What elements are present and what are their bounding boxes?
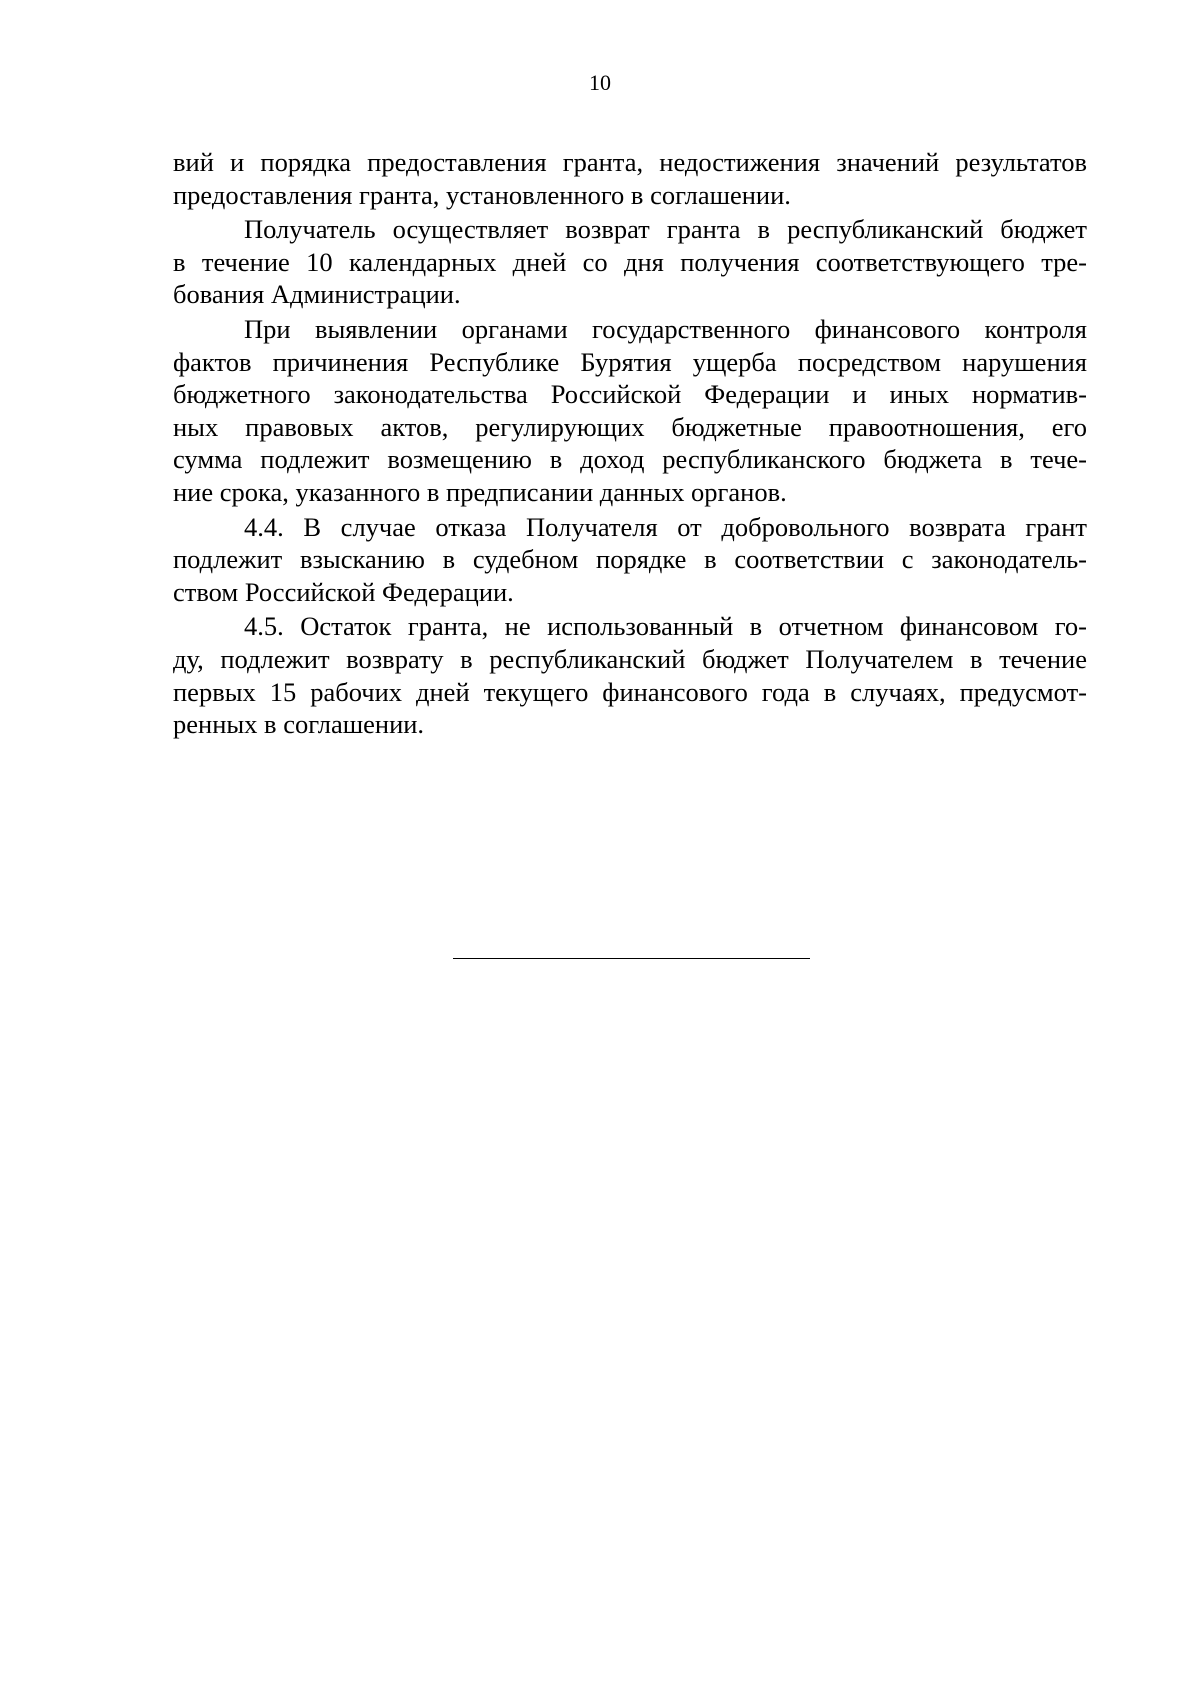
text-line: ду, подлежит возврату в республиканский бюджет Получателем в течение [173,643,1087,674]
text-line: бюджетного законодательства Российской Федерации и иных норматив- [173,379,1087,410]
text-line: 4.4. В случае отказа Получателя от добровольного возврата грант [244,511,1087,542]
text-line: При выявлении органами государственного финансового контроля [244,313,1087,344]
text-line: фактов причинения Республике Бурятия ущерба посредством нарушения [173,346,1087,377]
end-of-document-rule [453,958,810,959]
paragraph-section-4-5 [173,610,1087,740]
text-line: ние срока, указанного в предписании данных органов. [173,476,787,507]
text-line: в течение 10 календарных дней со дня получения соответствующего тре- [173,246,1087,277]
text-line: ством Российской Федерации. [173,576,514,607]
text-line: сумма подлежит возмещению в доход республиканского бюджета в тече- [173,444,1087,475]
text-line: 4.5. Остаток гранта, не использованный в отчетном финансовом го- [244,611,1087,642]
text-line: ных правовых актов, регулирующих бюджетные правоотношения, его [173,411,1087,442]
page-number: 10 [589,70,611,95]
text-line: подлежит взысканию в судебном порядке в соответствии с законодатель- [173,544,1087,575]
text-line: Получатель осуществляет возврат гранта в республиканский бюджет [244,214,1087,245]
document-body [173,146,1087,743]
paragraph-financial-control [173,313,1087,509]
paragraph-grant-return [173,213,1087,311]
text-line: ренных в соглашении. [173,709,425,740]
text-line: вий и порядка предоставления гранта, недостижения значений результатов [173,147,1087,177]
text-line: предоставления гранта, установленного в соглашении. [173,179,791,210]
text-line: первых 15 рабочих дней текущего финансового года в случаях, предусмот- [173,676,1087,707]
text-line: бования Администрации. [173,279,461,310]
paragraph-continuation [173,146,1087,211]
paragraph-section-4-4 [173,511,1087,609]
